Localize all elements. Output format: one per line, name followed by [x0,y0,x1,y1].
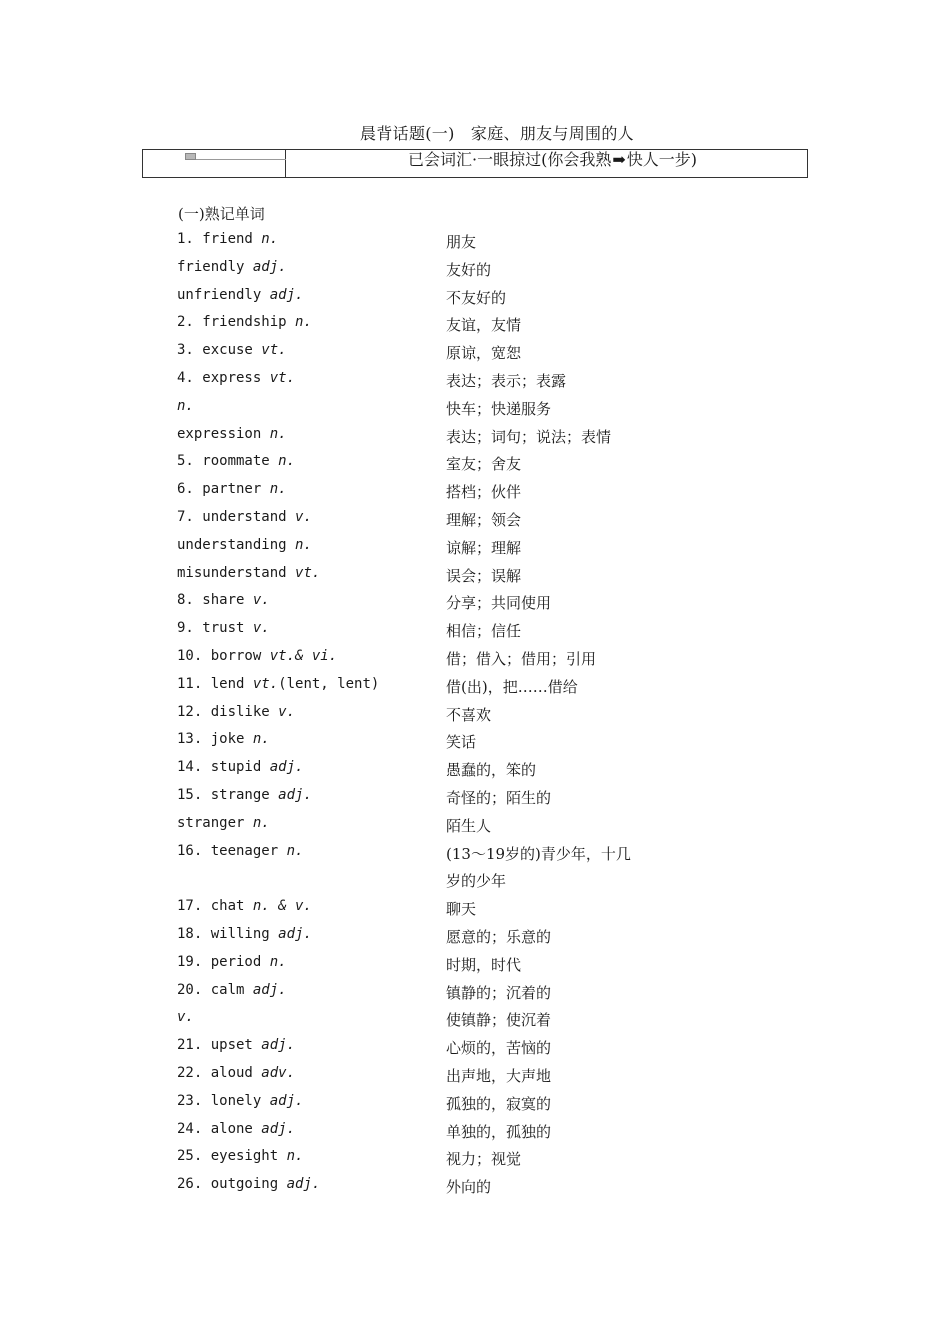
vocabulary-list [0,231,950,1204]
vocab-term [177,704,295,720]
vocab-part-of-speech: vt. [295,564,321,581]
vocab-part-of-speech: adj. [278,786,312,803]
vocab-word: 10. borrow [177,647,270,664]
vocab-term [177,287,303,303]
vocab-row [0,565,950,593]
vocab-term [177,426,287,442]
vocab-part-of-speech: n. & v. [252,898,312,915]
vocab-row [0,620,950,648]
vocab-word: 15. strange [177,786,279,803]
vocab-term [177,565,320,581]
vocab-part-of-speech: vt. [252,675,279,692]
vocab-meaning: 理解；领会 [446,510,522,529]
vocab-term [177,537,312,553]
vocab-word: 7. understand [177,508,296,525]
vocab-term [177,759,303,775]
vocab-row [0,231,950,259]
vocab-meaning: 借(出)，把……借给 [446,677,578,696]
banner-divider-line [186,159,286,160]
vocab-term [177,370,295,386]
vocab-meaning: 不友好的 [446,288,507,307]
vocab-part-of-speech: adj. [252,258,287,275]
vocab-part-of-speech: n. [278,453,296,470]
vocab-meaning: 视力；视觉 [446,1150,522,1169]
vocab-row [0,342,950,370]
vocab-word: 25. eyesight [177,1148,287,1165]
right-arrow-icon: ➡ [612,150,626,169]
vocab-term [177,481,287,497]
vocab-term [177,898,312,914]
vocab-meaning: (13～19岁的)青少年，十几 [446,844,631,863]
vocab-meaning: 孤独的，寂寞的 [446,1094,552,1113]
vocab-row [0,1009,950,1037]
vocab-part-of-speech: n. [286,842,304,859]
vocab-meaning: 使镇静；使沉着 [446,1011,552,1030]
vocab-meaning: 分享；共同使用 [446,594,552,613]
vocab-row [0,648,950,676]
vocab-part-of-speech: v. [252,592,270,609]
vocab-term [177,954,287,970]
vocab-part-of-speech: adj. [269,759,304,776]
vocab-term [177,1093,303,1109]
vocab-word: 22. aloud [177,1064,262,1081]
vocab-term [177,648,337,664]
vocab-row [0,1037,950,1065]
vocab-term [177,1065,295,1081]
vocab-meaning: 借；借入；借用；引用 [446,649,597,668]
vocab-term [177,453,295,469]
vocab-term [177,1037,295,1053]
vocab-row [0,870,950,898]
vocab-row [0,370,950,398]
vocab-term [177,787,312,803]
vocab-meaning: 心烦的，苦恼的 [446,1039,552,1058]
vocab-word: 4. express [177,369,270,386]
vocab-term [177,1121,295,1137]
vocab-term [177,1148,303,1164]
vocab-part-of-speech: adj. [269,286,304,303]
vocab-term [177,342,287,358]
vocab-meaning: 岁的少年 [446,872,507,891]
vocab-part-of-speech: adj. [278,925,312,942]
vocab-word: 11. lend [177,675,253,692]
vocab-term [177,926,312,942]
vocab-part-of-speech: vt.& vi. [269,647,338,664]
vocab-row [0,898,950,926]
vocab-word: unfriendly [177,286,270,303]
vocab-part-of-speech: n. [269,481,287,498]
vocab-meaning: 单独的，孤独的 [446,1122,552,1141]
vocab-meaning: 聊天 [446,900,477,919]
vocab-part-of-speech: n. [261,231,279,247]
vocab-part-of-speech: adj. [269,1092,304,1109]
vocab-part-of-speech: n. [295,314,312,331]
vocab-part-of-speech: n. [269,953,287,970]
vocab-word: 21. upset [177,1037,262,1054]
vocab-meaning: 朋友 [446,233,477,251]
vocab-part-of-speech: adj. [286,1176,321,1193]
vocab-meaning: 室友；舍友 [446,455,522,474]
vocab-word: 18. willing [177,925,279,942]
vocab-word: 13. joke [177,731,253,748]
vocab-word: 2. friendship [177,314,296,331]
vocab-part-of-speech: n. [177,397,194,414]
vocab-row [0,537,950,565]
vocab-meaning: 笑话 [446,733,477,752]
vocab-meaning: 奇怪的；陌生的 [446,788,552,807]
vocab-word: 24. alone [177,1120,262,1137]
vocab-meaning: 原谅，宽恕 [446,344,522,363]
vocab-word: 14. stupid [177,759,270,776]
vocab-meaning: 谅解；理解 [446,538,522,557]
vocab-word: 16. teenager [177,842,287,859]
vocab-word: 8. share [177,592,253,609]
vocab-word: expression [177,425,270,442]
vocab-term [177,509,312,525]
vocab-term [177,398,194,414]
vocab-meaning: 表达；词句；说法；表情 [446,427,612,446]
vocab-meaning: 镇静的；沉着的 [446,983,552,1002]
vocab-row [0,815,950,843]
vocab-row [0,426,950,454]
vocab-word: misunderstand [177,564,296,581]
vocab-part-of-speech: n. [295,536,312,553]
vocab-part-of-speech: n. [269,425,287,442]
vocab-meaning: 不喜欢 [446,705,492,724]
vocab-row [0,481,950,509]
vocab-term [177,314,312,330]
vocab-row [0,982,950,1010]
vocab-row [0,954,950,982]
vocab-meaning: 友好的 [446,260,492,279]
vocab-row [0,1148,950,1176]
vocab-term [177,843,303,859]
vocab-meaning: 友谊，友情 [446,316,522,335]
vocab-meaning: 误会；误解 [446,566,522,585]
vocab-row [0,1093,950,1121]
vocab-word: 20. calm [177,981,253,998]
vocab-term [177,731,270,747]
vocab-term [177,1009,194,1025]
vocab-word: 6. partner [177,481,270,498]
vocab-word: stranger [177,814,253,831]
collapse-marker-icon [185,153,196,160]
vocab-meaning: 搭档；伙伴 [446,483,522,502]
vocab-term [177,815,270,831]
vocab-part-of-speech: v. [252,620,270,637]
vocab-part-of-speech: v. [177,1009,194,1026]
vocab-part-of-speech: n. [252,731,270,748]
vocab-part-of-speech: adj. [261,1120,296,1137]
banner-left-cell [143,150,286,177]
vocab-row [0,592,950,620]
vocab-meaning: 表达；表示；表露 [446,371,567,390]
vocab-meaning: 陌生人 [446,816,492,835]
vocab-meaning: 愚蠢的，笨的 [446,761,537,780]
vocab-row [0,453,950,481]
vocab-part-of-speech: n. [286,1148,304,1165]
vocab-term [177,259,287,275]
vocab-word: friendly [177,258,253,275]
vocab-word: 17. chat [177,898,253,915]
vocab-part-of-speech: v. [278,703,296,720]
vocab-meaning: 外向的 [446,1178,492,1197]
vocab-part-of-speech: adj. [252,981,287,998]
vocab-part-of-speech: v. [295,508,312,525]
vocab-meaning: 相信；信任 [446,622,522,641]
vocab-part-of-speech: n. [252,814,270,831]
banner-text-after: 快人一步) [626,150,697,169]
vocab-word: 26. outgoing [177,1176,287,1193]
vocab-part-of-speech: adj. [261,1037,296,1054]
vocab-word: 12. dislike [177,703,279,720]
vocab-word: understanding [177,536,296,553]
banner-text [286,150,807,177]
vocab-forms: (lent, lent) [278,675,380,692]
vocab-row [0,1121,950,1149]
section-banner [142,149,808,178]
vocab-word: 3. excuse [177,342,262,359]
vocab-term [177,620,270,636]
vocab-row [0,314,950,342]
vocab-row [0,759,950,787]
vocab-word: 1. friend [177,231,262,247]
vocab-row [0,287,950,315]
vocab-word: 5. roommate [177,453,279,470]
vocab-row [0,259,950,287]
vocab-term [177,231,278,247]
section-heading: (一)熟记单词 [178,205,265,223]
vocab-row [0,926,950,954]
vocab-meaning: 快车；快递服务 [446,399,552,418]
banner-text-before: 已会词汇·一眼掠过(你会我熟 [408,150,612,169]
vocab-part-of-speech: vt. [269,369,296,386]
vocab-term [177,676,379,692]
vocab-row [0,1176,950,1204]
vocab-word: 19. period [177,953,270,970]
vocab-row [0,843,950,871]
vocab-part-of-speech: vt. [261,342,287,359]
vocab-row [0,676,950,704]
vocab-term [177,1176,320,1192]
vocab-row [0,787,950,815]
page-title: 晨背话题(一) 家庭、朋友与周围的人 [360,124,634,143]
vocab-word: 23. lonely [177,1092,270,1109]
vocab-meaning: 时期，时代 [446,955,522,974]
vocab-meaning: 愿意的；乐意的 [446,927,552,946]
vocab-part-of-speech: adv. [261,1064,296,1081]
vocab-row [0,704,950,732]
vocab-term [177,982,287,998]
vocab-row [0,509,950,537]
vocab-term [177,592,270,608]
vocab-word: 9. trust [177,620,253,637]
vocab-row [0,731,950,759]
vocab-meaning: 出声地，大声地 [446,1066,552,1085]
vocab-row [0,1065,950,1093]
vocab-row [0,398,950,426]
